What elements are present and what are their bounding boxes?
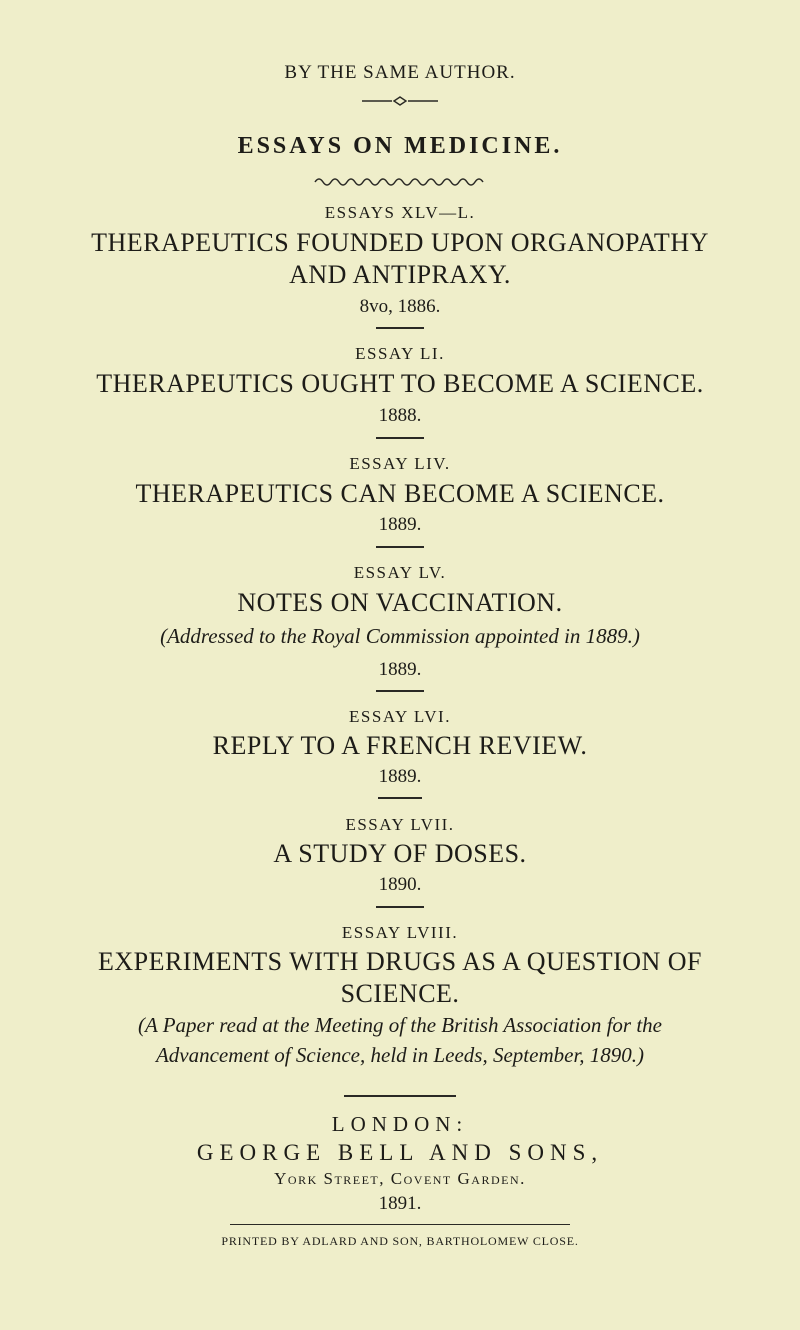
series-title: ESSAYS ON MEDICINE.: [237, 133, 563, 159]
essay-title: REPLY TO A FRENCH REVIEW.: [212, 731, 588, 760]
essay-date: 1890.: [378, 874, 422, 895]
essay-label: ESSAY LIV.: [349, 454, 451, 473]
ornament-rule-icon: [360, 96, 440, 106]
essay-date: 1889.: [378, 514, 422, 535]
essay-date: 1888.: [378, 405, 422, 426]
by-same-author: BY THE SAME AUTHOR.: [284, 62, 516, 83]
essay-label: ESSAYS XLV—L.: [324, 203, 476, 222]
imprint-address: York Street, Covent Garden.: [274, 1169, 526, 1188]
essay-label: ESSAY LVIII.: [341, 923, 459, 942]
essay-title: EXPERIMENTS WITH DRUGS AS A QUESTION OF: [97, 947, 703, 976]
essay-note: Advancement of Science, held in Leeds, September, 1890.): [155, 1043, 645, 1067]
essay-title: THERAPEUTICS FOUNDED UPON ORGANOPATHY: [91, 228, 709, 257]
divider-rule: [376, 546, 424, 548]
essay-label: ESSAY LI.: [355, 344, 445, 363]
essay-title: THERAPEUTICS CAN BECOME A SCIENCE.: [135, 479, 665, 508]
divider-rule: [376, 690, 424, 692]
essay-title: A STUDY OF DOSES.: [273, 839, 527, 868]
divider-rule: [376, 906, 424, 908]
essay-date: 1889.: [378, 766, 422, 787]
essay-label: ESSAY LVII.: [345, 815, 455, 834]
essay-note: (Addressed to the Royal Commission appointed in 1889.): [160, 624, 640, 648]
essay-date: 8vo, 1886.: [359, 296, 441, 317]
wavy-divider-icon: [313, 174, 487, 186]
printer-line: PRINTED BY ADLARD AND SON, BARTHOLOMEW CLOSE.: [221, 1234, 579, 1248]
imprint-publisher: GEORGE BELL AND SONS,: [196, 1140, 604, 1165]
essay-label: ESSAY LVI.: [349, 707, 451, 726]
divider-rule: [230, 1224, 570, 1225]
divider-rule: [344, 1095, 456, 1097]
essay-title: NOTES ON VACCINATION.: [237, 588, 563, 617]
essay-date: 1889.: [378, 659, 422, 680]
divider-rule: [376, 327, 424, 329]
divider-rule: [378, 797, 422, 799]
essay-label: ESSAY LV.: [353, 563, 447, 582]
essay-title: AND ANTIPRAXY.: [289, 260, 511, 289]
imprint-year: 1891.: [378, 1193, 422, 1214]
essay-note: (A Paper read at the Meeting of the British Association for the: [138, 1013, 662, 1037]
essay-title: THERAPEUTICS OUGHT TO BECOME A SCIENCE.: [96, 369, 704, 398]
imprint-city: LONDON:: [331, 1112, 469, 1136]
divider-rule: [376, 437, 424, 439]
essay-title: SCIENCE.: [340, 979, 460, 1008]
